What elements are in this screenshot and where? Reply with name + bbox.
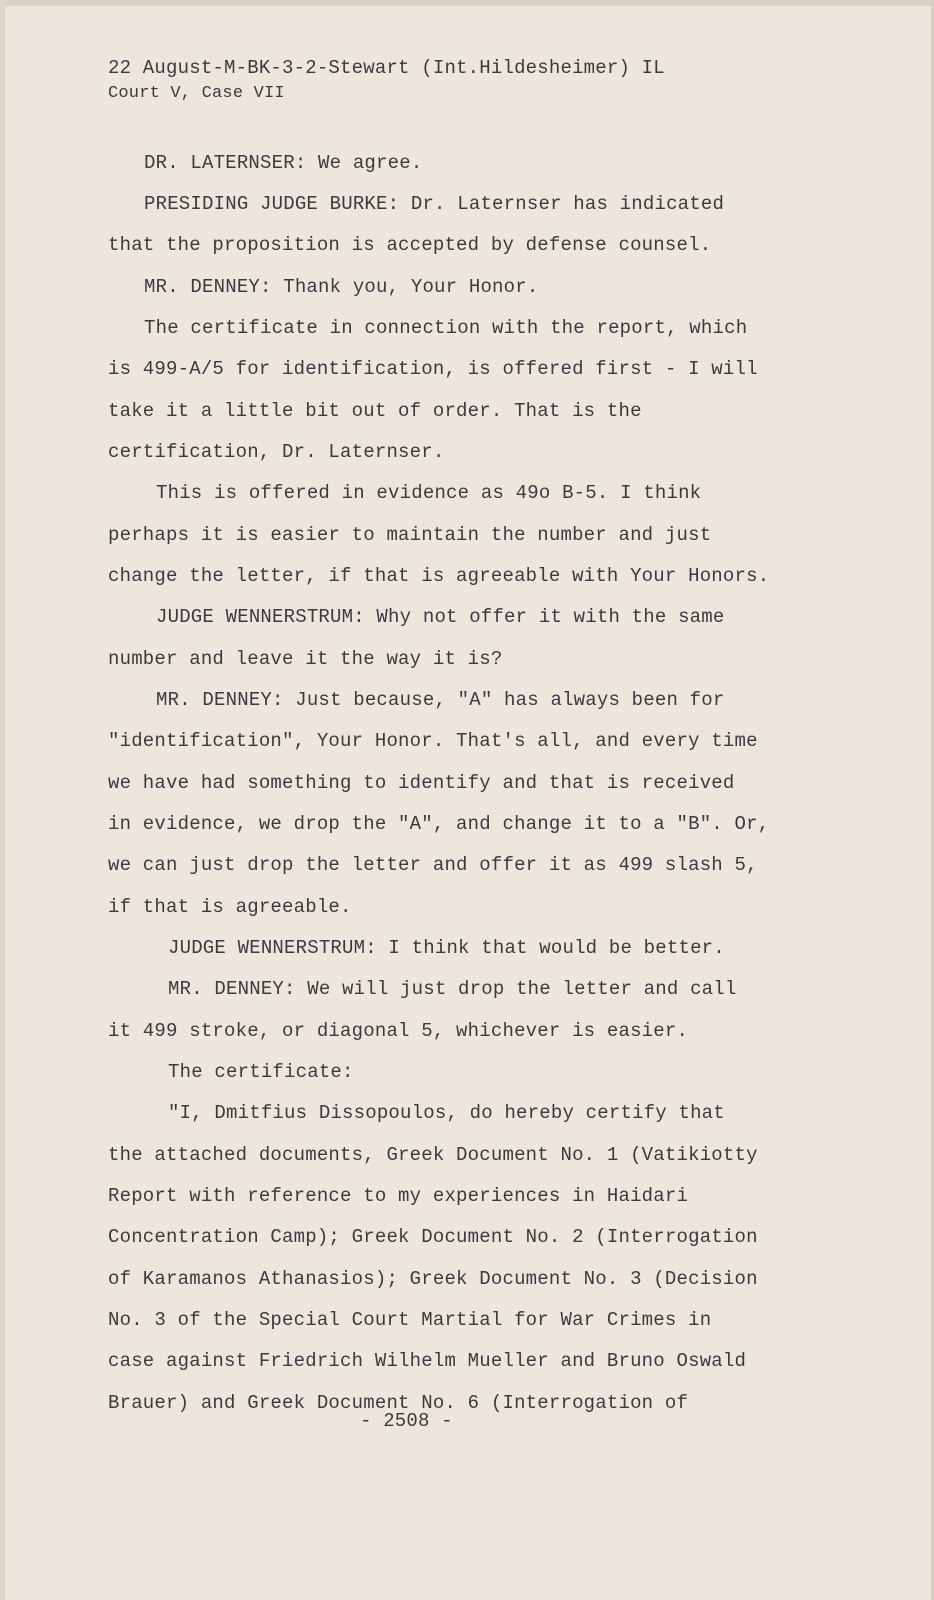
text-line: that the proposition is accepted by defense counsel. (108, 234, 712, 256)
text-line: is 499-A/5 for identification, is offered first - I will (108, 358, 758, 380)
text-line: of Karamanos Athanasios); Greek Document No. 3 (Decision (108, 1268, 758, 1290)
header-court-line: Court V, Case VII (108, 84, 285, 103)
page-number: - 2508 - (360, 1410, 453, 1432)
page-edge-top (0, 0, 934, 6)
text-line: Brauer) and Greek Document No. 6 (Interrogation of (108, 1392, 689, 1414)
text-line: we can just drop the letter and offer it as 499 slash 5, (108, 854, 758, 876)
text-line: No. 3 of the Special Court Martial for War Crimes in (108, 1309, 712, 1331)
text-line: case against Friedrich Wilhelm Mueller and Bruno Oswald (108, 1350, 747, 1372)
text-line: JUDGE WENNERSTRUM: Why not offer it with the same (156, 606, 725, 628)
text-line: change the letter, if that is agreeable with Your Honors. (108, 565, 770, 587)
text-line: MR. DENNEY: We will just drop the letter and call (168, 978, 737, 1000)
text-line: if that is agreeable. (108, 896, 352, 918)
text-line: number and leave it the way it is? (108, 648, 503, 670)
text-line: Report with reference to my experiences in Haidari (108, 1185, 689, 1207)
text-line: perhaps it is easier to maintain the number and just (108, 524, 712, 546)
text-line: Concentration Camp); Greek Document No. 2 (Interrogation (108, 1226, 758, 1248)
page-edge-left (0, 0, 5, 1600)
text-line: JUDGE WENNERSTRUM: I think that would be better. (168, 937, 725, 959)
text-line: PRESIDING JUDGE BURKE: Dr. Laternser has indicated (144, 193, 725, 215)
text-line: it 499 stroke, or diagonal 5, whichever is easier. (108, 1020, 689, 1042)
text-line: The certificate in connection with the report, which (144, 317, 748, 339)
text-line: we have had something to identify and that is received (108, 772, 735, 794)
header-reference-line: 22 August-M-BK-3-2-Stewart (Int.Hildesheimer) IL (108, 57, 665, 79)
document-header (108, 56, 665, 106)
text-line: The certificate: (168, 1061, 354, 1083)
text-line: MR. DENNEY: Thank you, Your Honor. (144, 276, 539, 298)
text-line: the attached documents, Greek Document No. 1 (Vatikiotty (108, 1144, 758, 1166)
text-line: "identification", Your Honor. That's all, and every time (108, 730, 758, 752)
text-line: DR. LATERNSER: We agree. (144, 152, 423, 174)
text-line: This is offered in evidence as 49o B-5. I think (156, 482, 702, 504)
text-line: certification, Dr. Laternser. (108, 441, 445, 463)
text-line: "I, Dmitfius Dissopoulos, do hereby certify that (168, 1102, 725, 1124)
text-line: MR. DENNEY: Just because, "A" has always been for (156, 689, 725, 711)
text-line: take it a little bit out of order. That is the (108, 400, 642, 422)
text-line: in evidence, we drop the "A", and change it to a "B". Or, (108, 813, 770, 835)
